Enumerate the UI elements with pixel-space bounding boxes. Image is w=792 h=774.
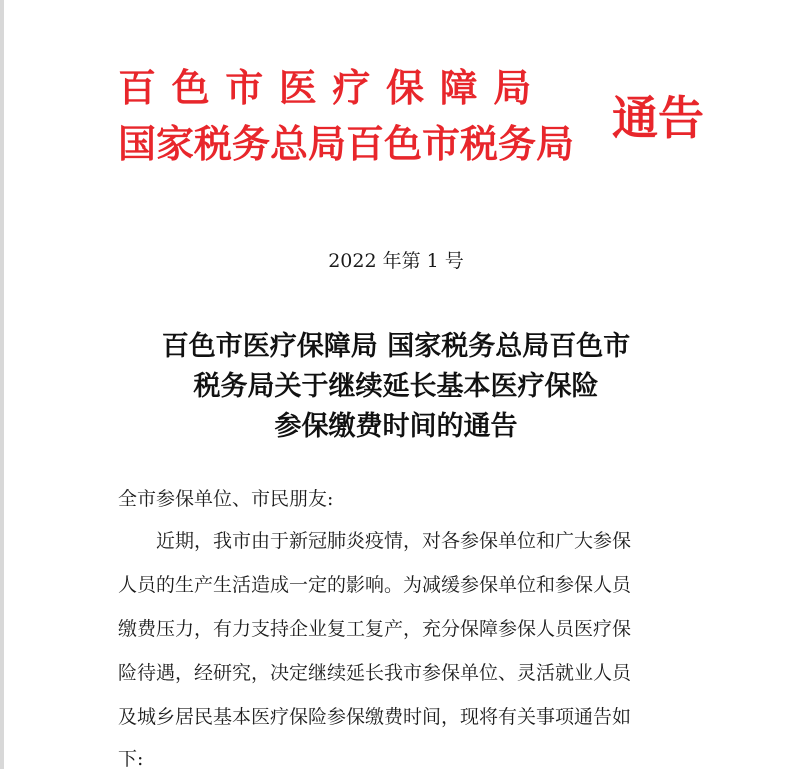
title-line-1: 百色市医疗保障局 国家税务总局百色市 <box>161 331 631 362</box>
body-line-4: 险待遇，经研究，决定继续延长我市参保单位、灵活就业人员 <box>118 662 632 684</box>
body-line-2: 人员的生产生活造成一定的影响。为减缓参保单位和参保人员 <box>118 574 632 596</box>
title-line-3: 参保缴费时间的通告 <box>274 411 518 442</box>
salutation: 全市参保单位、市民朋友: <box>118 488 334 510</box>
letterhead-line-2: 国家税务总局百色市税务局 <box>118 122 575 166</box>
body-line-3: 缴费压力，有力支持企业复工复产，充分保障参保人员医疗保 <box>118 618 632 640</box>
body-line-6: 下: <box>118 748 144 770</box>
document-number: 2022 年第 1 号 <box>328 250 464 272</box>
letterhead-notice-label: 通告 <box>612 91 704 145</box>
title-line-2: 税务局关于继续延长基本医疗保险 <box>193 371 599 402</box>
body-line-5: 及城乡居民基本医疗保险参保缴费时间，现将有关事项通告如 <box>118 706 632 728</box>
letterhead-line-1: 百色市医疗保障局 <box>118 66 547 110</box>
body-line-1: 近期，我市由于新冠肺炎疫情，对各参保单位和广大参保 <box>156 530 632 552</box>
